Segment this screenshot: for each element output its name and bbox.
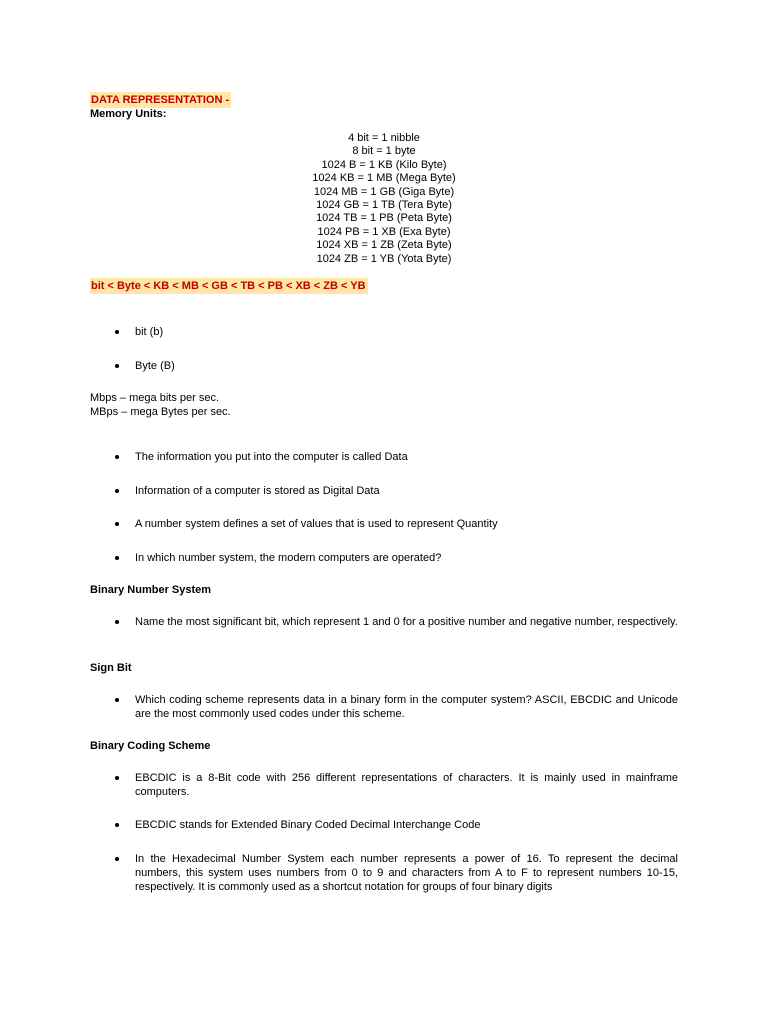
- list-item: Name the most significant bit, which represent 1 and 0 for a positive number and negative number, respectively.: [90, 615, 678, 629]
- section3-list-3: [90, 852, 678, 894]
- list-item: EBCDIC is a 8-Bit code with 256 different representations of characters. It is mainly used in mainframe computers.: [90, 771, 678, 799]
- bytes-list: [90, 359, 678, 373]
- bits-list: [90, 325, 678, 339]
- unit-hierarchy: bit < Byte < KB < MB < GB < TB < PB < XB < ZB < YB: [91, 280, 366, 292]
- doc-subtitle: Memory Units:: [90, 108, 167, 120]
- list-item: Byte (B): [90, 359, 678, 373]
- memory-units-list: [90, 132, 678, 266]
- unit-line: 1024 XB = 1 ZB (Zeta Byte): [316, 239, 452, 252]
- unit-line: 1024 B = 1 KB (Kilo Byte): [321, 158, 447, 171]
- list-item: Which coding scheme represents data in a binary form in the computer system? ASCII, EBCDIC and Unicode are the most commonly used codes under this scheme.: [90, 693, 678, 721]
- section-title-binary-coding-scheme: Binary Coding Scheme: [90, 740, 211, 752]
- section-title-binary-number-system: Binary Number System: [90, 584, 212, 596]
- list-item: A number system defines a set of values that is used to represent Quantity: [90, 517, 678, 531]
- section3-list-2: [90, 818, 678, 832]
- unit-line: 4 bit = 1 nibble: [348, 132, 420, 144]
- section-title-sign-bit: Sign Bit: [90, 662, 132, 674]
- list-item: In which number system, the modern computers are operated?: [90, 551, 678, 565]
- list-item: Information of a computer is stored as Digital Data: [90, 484, 678, 498]
- list-item: EBCDIC stands for Extended Binary Coded Decimal Interchange Code: [90, 818, 678, 832]
- unit-line: 1024 MB = 1 GB (Giga Byte): [313, 185, 455, 198]
- list-item: In the Hexadecimal Number System each number represents a power of 16. To represent the decimal numbers, this system uses numbers from 0 to 9 and characters from A to F to represent numbers 10-15, respectively. It is commonly used as a shortcut notation for groups of four binary digits: [90, 852, 678, 894]
- mBps-line: MBps – mega Bytes per sec.: [90, 406, 231, 418]
- unit-line: 1024 ZB = 1 YB (Yota Byte): [316, 252, 452, 265]
- mbps-line: Mbps – mega bits per sec.: [90, 392, 220, 404]
- info-list-2: [90, 484, 678, 498]
- unit-line: 1024 GB = 1 TB (Tera Byte): [316, 198, 452, 211]
- info-list-4: [90, 551, 678, 565]
- list-item: The information you put into the computer is called Data: [90, 450, 678, 464]
- list-item: bit (b): [90, 325, 678, 339]
- info-list: [90, 450, 678, 464]
- section3-list-1: [90, 771, 678, 799]
- section1-list: [90, 615, 678, 629]
- unit-line: 1024 KB = 1 MB (Mega Byte): [312, 172, 456, 185]
- unit-line: 1024 PB = 1 XB (Exa Byte): [317, 225, 451, 238]
- section2-list: [90, 693, 678, 721]
- info-list-3: [90, 517, 678, 531]
- unit-line: 1024 TB = 1 PB (Peta Byte): [316, 212, 452, 225]
- unit-line: 8 bit = 1 byte: [352, 145, 416, 158]
- doc-title: DATA REPRESENTATION -: [91, 94, 230, 106]
